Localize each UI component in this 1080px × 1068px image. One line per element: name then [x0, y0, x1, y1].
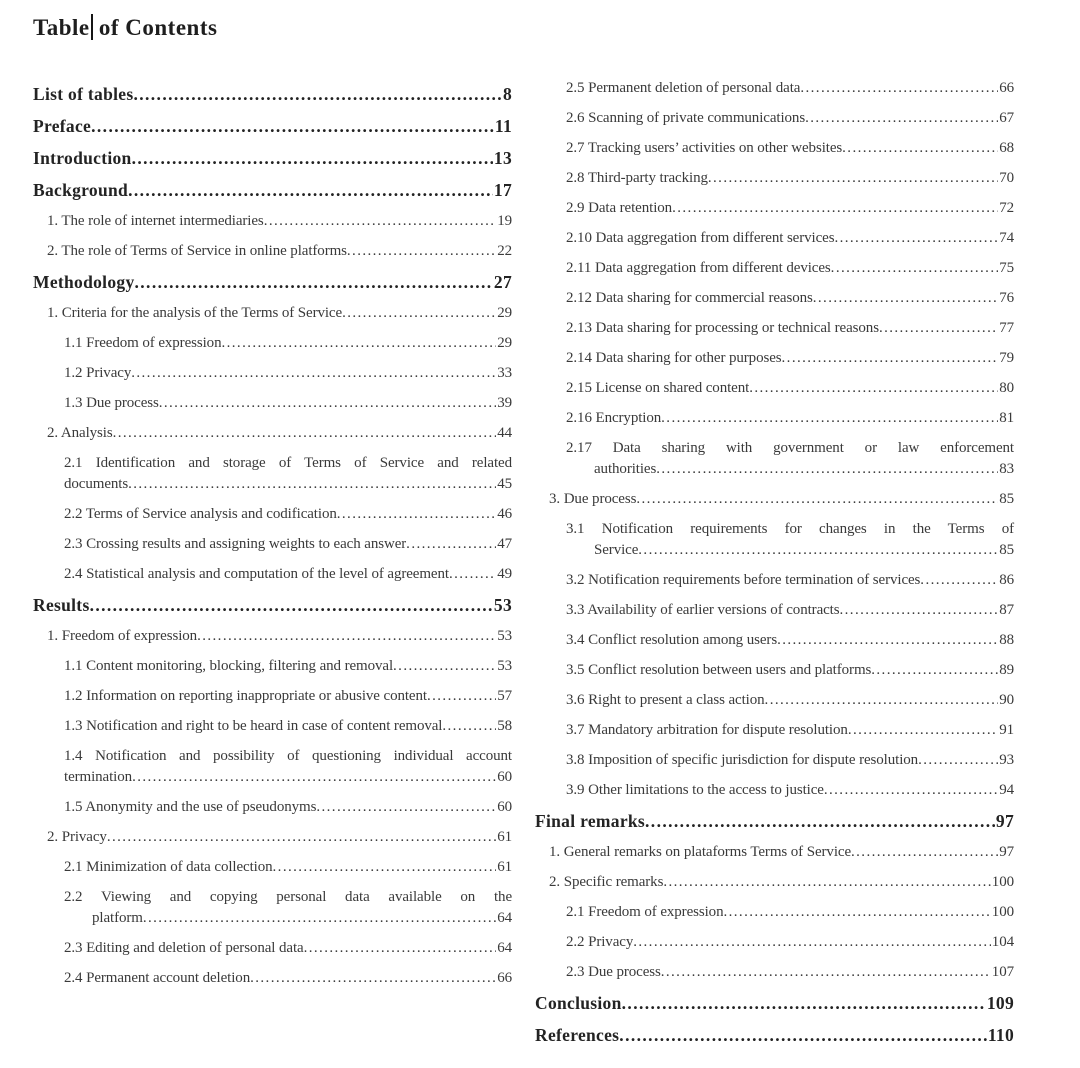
toc-entry-label: 2. Privacy [47, 829, 107, 845]
toc-entry[interactable] [33, 968, 512, 989]
toc-entry[interactable] [535, 138, 1014, 159]
toc-page-number: 94 [999, 782, 1014, 798]
toc-entry[interactable] [535, 630, 1014, 651]
toc-entry-label: 3.5 Conflict resolution between users and platforms [566, 662, 872, 678]
toc-entry-label: 1. Freedom of expression [47, 628, 198, 644]
dot-leader [197, 626, 496, 647]
toc-page-number: 110 [987, 1025, 1014, 1045]
toc-page-number: 100 [991, 874, 1014, 890]
toc-entry[interactable] [33, 594, 512, 617]
toc-page-number: 44 [497, 425, 512, 441]
toc-entry-label: List of tables [33, 84, 134, 104]
toc-page-number: 64 [497, 910, 512, 926]
toc-page-number: 8 [502, 84, 512, 104]
dot-leader [840, 600, 999, 621]
dot-leader [143, 908, 496, 929]
toc-entry[interactable] [535, 780, 1014, 801]
toc-entry-label: Results [33, 595, 90, 615]
dot-leader [107, 827, 496, 848]
toc-entry-label: 2. The role of Terms of Service in online platforms [47, 243, 347, 259]
dot-leader [805, 108, 998, 129]
toc-entry-label: References [535, 1025, 620, 1045]
toc-column-right [535, 78, 1014, 1056]
toc-entry-label: 2.1 Freedom of expression [566, 904, 724, 920]
toc-page-number: 61 [497, 829, 512, 845]
dot-leader [800, 78, 998, 99]
toc-entry-label: 2.3 Crossing results and assigning weights to each answer [64, 536, 407, 552]
toc-entry[interactable] [535, 720, 1014, 741]
toc-entry[interactable] [33, 746, 512, 788]
dot-leader [133, 83, 501, 106]
toc-entry[interactable] [33, 179, 512, 202]
toc-entry-label: 2.9 Data retention [566, 200, 673, 216]
dot-leader [834, 228, 998, 249]
dot-leader [132, 767, 496, 788]
toc-entry[interactable] [535, 408, 1014, 429]
dot-leader [636, 489, 998, 510]
toc-page-number: 17 [493, 180, 512, 200]
toc-page-number: 46 [497, 506, 512, 522]
toc-entry[interactable] [535, 258, 1014, 279]
toc-entry-label: 2.1 Identification and storage of Terms of Service and related [64, 455, 512, 471]
toc-entry-label: 3.7 Mandatory arbitration for dispute resolution [566, 722, 848, 738]
dot-leader [449, 564, 496, 585]
dot-leader [316, 797, 496, 818]
toc-entry-label-line2: platform [92, 910, 143, 926]
toc-entry[interactable] [33, 453, 512, 495]
toc-entry[interactable] [33, 115, 512, 138]
dot-leader [920, 570, 998, 591]
toc-entry[interactable] [535, 690, 1014, 711]
toc-entry[interactable] [33, 83, 512, 106]
toc-page-number: 58 [497, 718, 512, 734]
dot-leader [749, 378, 998, 399]
toc-entry-continuation [64, 908, 512, 929]
toc-entry[interactable] [535, 750, 1014, 771]
toc-page-number: 81 [999, 410, 1014, 426]
toc-page-number: 60 [497, 769, 512, 785]
toc-page-number: 90 [999, 692, 1014, 708]
toc-entry[interactable] [535, 78, 1014, 99]
toc-entry[interactable] [33, 656, 512, 677]
toc-entry[interactable] [535, 962, 1014, 983]
toc-page-number: 85 [999, 491, 1014, 507]
dot-leader [159, 393, 496, 414]
toc-entry[interactable] [33, 504, 512, 525]
toc-page-number: 29 [497, 305, 512, 321]
toc-entry-label: 1.4 Notification and possibility of questioning individual account [64, 748, 512, 764]
toc-entry-label: 3.6 Right to present a class action [566, 692, 765, 708]
toc-page-number: 39 [497, 395, 512, 411]
toc-entry[interactable] [535, 842, 1014, 863]
dot-leader [442, 716, 496, 737]
dot-leader [663, 872, 990, 893]
toc-entry[interactable] [33, 423, 512, 444]
toc-page-number: 68 [999, 140, 1014, 156]
toc-entry-label: 2. Specific remarks [549, 874, 664, 890]
toc-entry[interactable] [535, 108, 1014, 129]
toc-entry[interactable] [535, 1024, 1014, 1047]
dot-leader [813, 288, 998, 309]
dot-leader [871, 660, 998, 681]
toc-page-number: 47 [497, 536, 512, 552]
toc-entry-label: 3. Due process [549, 491, 637, 507]
toc-entry-label: Conclusion [535, 993, 622, 1013]
toc-page-number: 79 [999, 350, 1014, 366]
toc-entry-label: 3.3 Availability of earlier versions of contracts [566, 602, 840, 618]
dot-leader [221, 333, 496, 354]
toc-page-number: 27 [493, 272, 512, 292]
toc-entry-label-line2: Service [594, 542, 639, 558]
toc-page-number: 13 [493, 148, 512, 168]
toc-entry[interactable] [535, 288, 1014, 309]
toc-page-number: 76 [999, 290, 1014, 306]
toc-page-number: 33 [497, 365, 512, 381]
toc-page-number: 19 [497, 213, 512, 229]
toc-entry-continuation [64, 767, 512, 788]
toc-page-number: 100 [991, 904, 1014, 920]
toc-entry-label: 1.5 Anonymity and the use of pseudonyms [64, 799, 317, 815]
dot-leader [132, 147, 493, 170]
dot-leader [264, 211, 497, 232]
toc-page-number: 70 [999, 170, 1014, 186]
toc-entry-label: 2.15 License on shared content [566, 380, 750, 396]
toc-page-number: 77 [999, 320, 1014, 336]
toc-entry-label: 2.13 Data sharing for processing or technical reasons [566, 320, 879, 336]
dot-leader [661, 962, 991, 983]
toc-page-number: 60 [497, 799, 512, 815]
dot-leader [128, 179, 493, 202]
toc-entry[interactable] [535, 570, 1014, 591]
dot-leader [645, 810, 995, 833]
toc-page-number: 64 [497, 940, 512, 956]
toc-entry[interactable] [535, 168, 1014, 189]
toc-entry[interactable] [535, 489, 1014, 510]
toc-entry-label: 3.1 Notification requirements for changes in the Terms of [566, 521, 1014, 537]
title-text-after: of Contents [92, 15, 218, 40]
toc-entry-label: 2.10 Data aggregation from different services [566, 230, 835, 246]
toc-entry[interactable] [33, 271, 512, 294]
toc-page-number: 74 [999, 230, 1014, 246]
toc-entry-label: 1.3 Notification and right to be heard in case of content removal [64, 718, 443, 734]
toc-page-number: 67 [999, 110, 1014, 126]
toc-page-number: 66 [497, 970, 512, 986]
toc-entry-label: 1. General remarks on plataforms Terms of Service [549, 844, 851, 860]
toc-page-number: 104 [991, 934, 1014, 950]
dot-leader [824, 780, 998, 801]
toc-entry-label: 2.2 Terms of Service analysis and codification [64, 506, 337, 522]
dot-leader [633, 932, 991, 953]
toc-page-number: 75 [999, 260, 1014, 276]
dot-leader [250, 968, 496, 989]
toc-entry[interactable] [535, 872, 1014, 893]
toc-page-number: 22 [497, 243, 512, 259]
dot-leader [619, 1024, 987, 1047]
toc-page-number: 80 [999, 380, 1014, 396]
toc-page-number: 61 [497, 859, 512, 875]
toc-page-number: 91 [999, 722, 1014, 738]
dot-leader [777, 630, 998, 651]
toc-entry[interactable] [33, 938, 512, 959]
toc-entry-label: 2.11 Data aggregation from different devices [566, 260, 831, 276]
toc-page-number: 87 [999, 602, 1014, 618]
toc-page-number: 88 [999, 632, 1014, 648]
toc-entry[interactable] [535, 660, 1014, 681]
toc-entry[interactable] [33, 626, 512, 647]
dot-leader [622, 992, 986, 1015]
dot-leader [672, 198, 998, 219]
dot-leader [723, 902, 990, 923]
toc-entry[interactable] [535, 810, 1014, 833]
toc-entry-label: 2.17 Data sharing with government or law enforcement [566, 440, 1014, 456]
toc-entry-label: 1. Criteria for the analysis of the Terms of Service [47, 305, 343, 321]
toc-page-number: 53 [497, 658, 512, 674]
toc-entry-label: 2. Analysis [47, 425, 113, 441]
page-title[interactable] [33, 14, 217, 41]
toc-entry-label: Preface [33, 116, 92, 136]
dot-leader [393, 656, 496, 677]
toc-entry-label: 2.12 Data sharing for commercial reasons [566, 290, 813, 306]
toc-page-number: 53 [493, 595, 512, 615]
toc-entry-label: 2.16 Encryption [566, 410, 662, 426]
toc-page-number: 93 [999, 752, 1014, 768]
toc-entry-label: 3.9 Other limitations to the access to justice [566, 782, 824, 798]
toc-page-number: 86 [999, 572, 1014, 588]
toc-entry[interactable] [33, 303, 512, 324]
title-text-before: Table [33, 15, 90, 40]
toc-entry-label-line2: termination [64, 769, 133, 785]
toc-page-number: 97 [999, 844, 1014, 860]
toc-entry-label: 3.2 Notification requirements before termination of services [566, 572, 921, 588]
toc-entry-label-line2: authorities [594, 461, 657, 477]
toc-entry[interactable] [535, 902, 1014, 923]
toc-entry-label: 1.1 Freedom of expression [64, 335, 222, 351]
toc-entry-continuation [64, 474, 512, 495]
dot-leader [638, 540, 998, 561]
toc-entry[interactable] [33, 147, 512, 170]
dot-leader [273, 857, 497, 878]
toc-entry-label: 2.8 Third-party tracking [566, 170, 708, 186]
toc-entry[interactable] [33, 887, 512, 929]
toc-entry-label: 1.1 Content monitoring, blocking, filtering and removal [64, 658, 394, 674]
toc-entry[interactable] [33, 363, 512, 384]
toc-entry-label: 2.6 Scanning of private communications [566, 110, 806, 126]
toc-page-number: 53 [497, 628, 512, 644]
dot-leader [851, 842, 998, 863]
dot-leader [661, 408, 998, 429]
toc-entry[interactable] [33, 716, 512, 737]
toc-entry[interactable] [535, 438, 1014, 480]
toc-entry-label: 1.2 Information on reporting inappropriate or abusive content [64, 688, 427, 704]
dot-leader [113, 423, 497, 444]
dot-leader [304, 938, 497, 959]
toc-page-number: 97 [995, 811, 1014, 831]
toc-entry-continuation [566, 540, 1014, 561]
toc-entry-label: 2.5 Permanent deletion of personal data [566, 80, 801, 96]
toc-entry[interactable] [33, 827, 512, 848]
dot-leader [406, 534, 496, 555]
toc-page-number: 66 [999, 80, 1014, 96]
toc-page-number: 109 [986, 993, 1014, 1013]
toc-entry-label: 2.1 Minimization of data collection [64, 859, 273, 875]
toc-entry[interactable] [33, 857, 512, 878]
toc-entry[interactable] [33, 333, 512, 354]
toc-entry[interactable] [535, 228, 1014, 249]
toc-entry-label: 2.3 Editing and deletion of personal data [64, 940, 304, 956]
dot-leader [427, 686, 496, 707]
toc-entry-continuation [566, 459, 1014, 480]
toc-entry-label: Introduction [33, 148, 132, 168]
toc-entry-label-line2: documents [64, 476, 129, 492]
toc-entry-label: 1. The role of internet intermediaries [47, 213, 264, 229]
dot-leader [782, 348, 999, 369]
toc-entry[interactable] [535, 600, 1014, 621]
dot-leader [135, 271, 493, 294]
dot-leader [656, 459, 998, 480]
toc-page-number: 57 [497, 688, 512, 704]
toc-entry-label: 2.14 Data sharing for other purposes [566, 350, 782, 366]
dot-leader [708, 168, 998, 189]
toc-entry-label: Methodology [33, 272, 135, 292]
toc-page-number: 107 [991, 964, 1014, 980]
toc-entry-label: 2.4 Permanent account deletion [64, 970, 251, 986]
toc-entry[interactable] [33, 686, 512, 707]
toc-entry[interactable] [535, 519, 1014, 561]
dot-leader [831, 258, 999, 279]
toc-entry[interactable] [535, 318, 1014, 339]
dot-leader [347, 241, 496, 262]
dot-leader [128, 474, 496, 495]
toc-entry-label: 1.3 Due process [64, 395, 159, 411]
toc-entry[interactable] [535, 992, 1014, 1015]
toc-page-number: 49 [497, 566, 512, 582]
toc-entry[interactable] [535, 198, 1014, 219]
toc-entry[interactable] [33, 797, 512, 818]
toc-entry-label: 2.2 Viewing and copying personal data available on the [64, 889, 512, 905]
dot-leader [131, 363, 496, 384]
toc-entry-label: 1.2 Privacy [64, 365, 132, 381]
dot-leader [848, 720, 998, 741]
toc-entry-label: Final remarks [535, 811, 646, 831]
toc-page-number: 72 [999, 200, 1014, 216]
dot-leader [879, 318, 998, 339]
toc-page-number: 89 [999, 662, 1014, 678]
toc-entry[interactable] [33, 564, 512, 585]
toc-entry-label: 3.4 Conflict resolution among users [566, 632, 778, 648]
toc-page-number: 85 [999, 542, 1014, 558]
dot-leader [765, 690, 999, 711]
toc-page-number: 45 [497, 476, 512, 492]
dot-leader [342, 303, 496, 324]
toc-entry-label: 2.7 Tracking users’ activities on other websites [566, 140, 843, 156]
toc-page-number: 29 [497, 335, 512, 351]
dot-leader [90, 594, 493, 617]
dot-leader [918, 750, 998, 771]
toc-entry[interactable] [535, 378, 1014, 399]
toc-entry[interactable] [535, 348, 1014, 369]
toc-entry-label: 3.8 Imposition of specific jurisdiction for dispute resolution [566, 752, 919, 768]
toc-entry[interactable] [33, 393, 512, 414]
toc-column-left [33, 78, 512, 998]
toc-entry-label: 2.2 Privacy [566, 934, 634, 950]
toc-entry[interactable] [33, 534, 512, 555]
toc-page-number: 11 [494, 116, 512, 136]
dot-leader [337, 504, 496, 525]
toc-page-number: 83 [999, 461, 1014, 477]
toc-entry[interactable] [33, 241, 512, 262]
toc-entry-label: 2.4 Statistical analysis and computation of the level of agreement [64, 566, 449, 582]
dot-leader [842, 138, 998, 159]
toc-entry-label: 2.3 Due process [566, 964, 661, 980]
toc-entry-label: Background [33, 180, 129, 200]
toc-entry[interactable] [535, 932, 1014, 953]
dot-leader [91, 115, 494, 138]
toc-entry[interactable] [33, 211, 512, 232]
